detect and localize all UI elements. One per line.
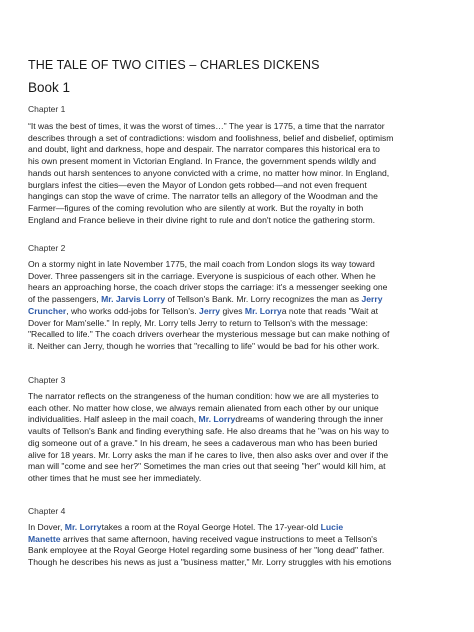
character-name: Mr. Lorry (64, 522, 102, 532)
text-line (28, 282, 458, 294)
chapter-2-text (28, 259, 458, 353)
text-segment: "Recalled to life." The coach drivers overhear the mysterious message but can make nothing of (28, 329, 390, 340)
character-name: Cruncher (28, 305, 67, 316)
character-name: Mr. Lorry (244, 305, 282, 316)
text-line (28, 156, 458, 168)
text-segment: takes a room at the Royal George Hotel. The 17-year-old (101, 522, 321, 532)
chapter-3-text (28, 391, 458, 485)
text-segment: hangings can stop the wave of crime. The narrator tells an allegory of the Woodman and the (28, 191, 378, 202)
text-line (28, 294, 458, 306)
text-line (28, 180, 458, 192)
text-segment: Dover. Three passengers sit in the carriage. Everyone is suspicious of each other. When he (28, 270, 376, 281)
text-line (28, 259, 458, 271)
chapter-4-label: Chapter 4 (28, 506, 66, 516)
text-segment: it. Neither can Jerry, though he worries that "recalling to life" would be bad for his other work. (28, 340, 380, 351)
text-line (28, 461, 458, 473)
text-line (28, 318, 458, 330)
text-segment: man will "come and see her?" Sometimes the man cries out that seeing "her" would kill him, at (28, 461, 386, 472)
text-line (28, 522, 458, 534)
book-heading: Book 1 (28, 80, 71, 95)
text-line (28, 168, 458, 180)
text-segment: dig someone out of a grave." In his dream, he sees a cadaverous man who has been buried (28, 437, 378, 448)
text-segment: dreams of wandering through the inner (235, 414, 383, 425)
text-line (28, 438, 458, 450)
text-segment: Bank employee at the Royal George Hotel regarding some business of her "long dead" father. (28, 545, 385, 556)
text-line (28, 144, 458, 156)
text-segment: of Tellson's Bank. Mr. Lorry recognizes the man as (165, 294, 362, 305)
text-line (28, 473, 458, 485)
text-segment: a note that reads "Wait at (281, 305, 379, 316)
chapter-4-text (28, 522, 458, 569)
text-line (28, 450, 458, 462)
text-segment: vaults of Tellson's Bank and finding everything safe. He also dreams that he "was on his way to (28, 426, 389, 437)
text-segment: individualities. Half asleep in the mail coach, (28, 414, 199, 425)
text-segment: , who works odd-jobs for Tellson's. (66, 305, 200, 316)
text-segment: Dover for Mam'selle." In reply, Mr. Lorry tells Jerry to return to Tellson's with the message: (28, 317, 368, 328)
text-segment: The narrator reflects on the strangeness of the human condition: how we are all mysteries to (28, 391, 379, 401)
text-line (28, 341, 458, 353)
text-segment: hands out harsh sentences to anyone convicted with a crime, no matter how minor. In England, (28, 167, 390, 178)
text-segment: “It was the best of times, it was the worst of times…” The year is 1775, a time that the narrator (28, 121, 385, 131)
text-segment: hears an approaching horse, the coach driver stops the carriage: it's a messenger seeking one (28, 282, 388, 293)
character-name: Jerry (361, 294, 383, 305)
document-title: THE TALE OF TWO CITIES – CHARLES DICKENS (28, 58, 320, 72)
text-line (28, 557, 458, 569)
text-line (28, 306, 458, 318)
text-segment: England and France believe in their divine right to rule and don't notice the gathering storm. (28, 214, 376, 225)
text-segment: Farmer—figures of the coming revolution who are silently at work. But the royalty in both (28, 202, 364, 213)
text-segment: each other. No matter how close, we always remain alienated from each other by our unique (28, 402, 379, 413)
chapter-1-label: Chapter 1 (28, 104, 66, 114)
text-segment: gives (220, 305, 245, 316)
character-name: Lucie (320, 522, 344, 532)
text-segment: Though he describes his news as just a "business matter," Mr. Lorry struggles with his emotions (28, 557, 392, 568)
text-line (28, 534, 458, 546)
text-line (28, 271, 458, 283)
text-line (28, 403, 458, 415)
text-segment: his own present moment in Victorian England. In France, the government spends wildly and (28, 156, 377, 167)
character-name: Mr. Jarvis Lorry (101, 294, 166, 305)
character-name: Jerry (199, 305, 221, 316)
text-segment: alive for 18 years. Mr. Lorry asks the man if he cares to live, then also asks over and over if the (28, 449, 389, 460)
character-name: Manette (28, 533, 61, 544)
text-segment: burglars infest the cities—even the Mayor of London gets robbed—and not even frequent (28, 179, 367, 190)
text-line (28, 215, 458, 227)
text-line (28, 426, 458, 438)
text-segment: and doubt, light and darkness, hope and despair. The narrator compares this historical era to (28, 144, 380, 155)
chapter-3-label: Chapter 3 (28, 375, 66, 385)
text-line (28, 329, 458, 341)
character-name: Mr. Lorry (198, 414, 236, 425)
text-segment: arrives that same afternoon, having received vague instructions to meet a Tellson's (60, 533, 378, 544)
text-segment: In Dover, (28, 522, 65, 532)
text-line (28, 545, 458, 557)
text-line (28, 414, 458, 426)
text-line (28, 121, 458, 133)
text-line (28, 133, 458, 145)
text-line (28, 391, 458, 403)
text-segment: describes through a set of contradictions: wisdom and foolishness, belief and disbelief, optimism (28, 132, 394, 143)
chapter-2-label: Chapter 2 (28, 243, 66, 253)
text-segment: On a stormy night in late November 1775, the mail coach from London slogs its way toward (28, 259, 375, 269)
text-line (28, 191, 458, 203)
chapter-1-text (28, 121, 458, 226)
text-segment: of the passengers, (28, 294, 102, 305)
text-segment: other times that he must see her immediately. (28, 472, 202, 483)
text-line (28, 203, 458, 215)
